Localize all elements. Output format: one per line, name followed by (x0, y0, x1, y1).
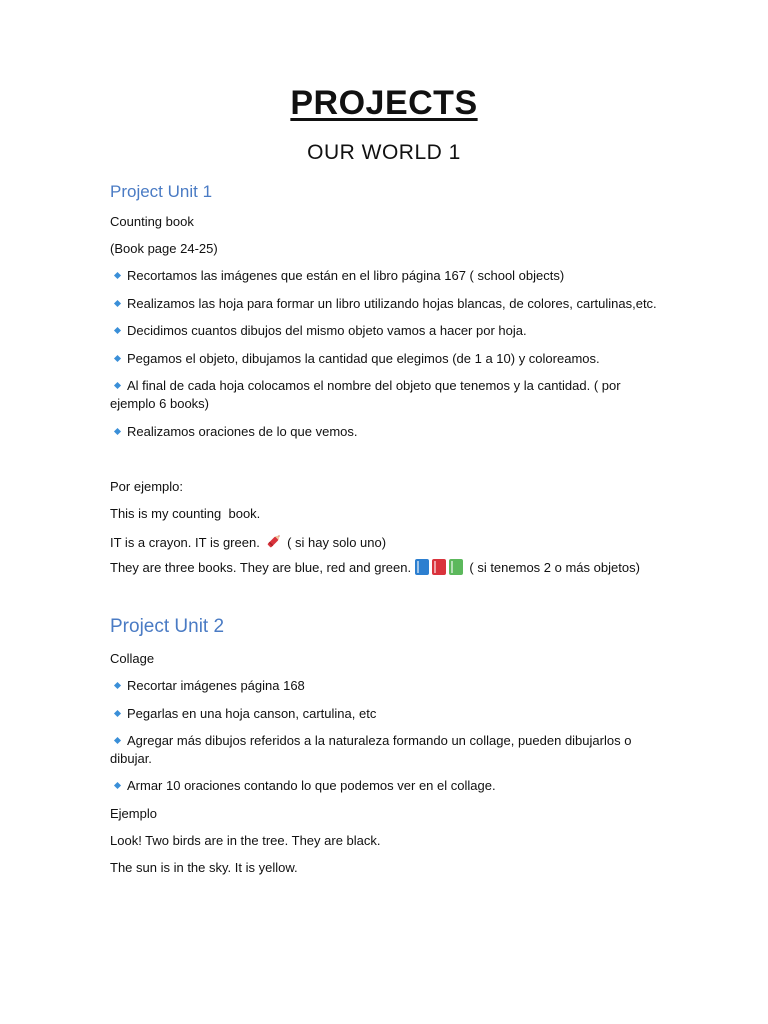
example-sentence: The sun is in the sky. It is yellow. (110, 860, 298, 875)
list-item-text: Recortar imágenes página 168 (127, 678, 305, 693)
list-item-text: Realizamos oraciones de lo que vemos. (127, 424, 358, 439)
green-book-icon (449, 559, 463, 575)
small-blue-diamond-icon (114, 710, 121, 717)
unit2-heading: Project Unit 2 (110, 616, 225, 637)
example-sentence (110, 559, 640, 577)
list-item (110, 423, 670, 441)
small-blue-diamond-icon (114, 382, 121, 389)
list-item-text: Agregar más dibujos referidos a la naturaleza formando un collage, pueden dibujarlos o dibujar. (110, 733, 632, 766)
unit1-project-name: Counting book (110, 214, 194, 229)
list-item (110, 777, 670, 795)
small-blue-diamond-icon (114, 782, 121, 789)
example-sentence: Look! Two birds are in the tree. They are black. (110, 833, 381, 848)
page-title: PROJECTS (290, 84, 478, 122)
list-item-text: Al final de cada hoja colocamos el nombre del objeto que tenemos y la cantidad. ( por ejemplo 6 books) (110, 378, 621, 411)
example-sentence-text: They are three books. They are blue, red and green. (110, 560, 412, 575)
example-note: ( si hay solo uno) (287, 535, 387, 550)
example-sentence (110, 532, 386, 555)
list-item (110, 732, 640, 768)
list-item-text: Pegarlas en una hoja canson, cartulina, etc (127, 706, 377, 721)
unit1-heading: Project Unit 1 (110, 182, 213, 201)
list-item-text: Recortamos las imágenes que están en el libro página 167 ( school objects) (127, 268, 565, 283)
small-blue-diamond-icon (114, 327, 121, 334)
list-item (110, 295, 670, 313)
small-blue-diamond-icon (114, 300, 121, 307)
unit1-book-page: (Book page 24-25) (110, 241, 218, 256)
list-item-text: Decidimos cuantos dibujos del mismo objeto vamos a hacer por hoja. (127, 323, 527, 338)
example-sentence-text: IT is a crayon. IT is green. (110, 535, 260, 550)
crayon-icon (265, 532, 283, 555)
list-item (110, 705, 670, 723)
small-blue-diamond-icon (114, 737, 121, 744)
small-blue-diamond-icon (114, 355, 121, 362)
blue-book-icon (415, 559, 429, 575)
list-item (110, 377, 630, 413)
list-item-text: Armar 10 oraciones contando lo que podemos ver en el collage. (127, 778, 496, 793)
red-book-icon (432, 559, 446, 575)
list-item (110, 267, 670, 285)
example-note: ( si tenemos 2 o más objetos) (469, 560, 640, 575)
page-subtitle: OUR WORLD 1 (307, 141, 461, 164)
example-sentence: This is my counting book. (110, 506, 261, 521)
list-item-text: Pegamos el objeto, dibujamos la cantidad que elegimos (de 1 a 10) y coloreamos. (127, 351, 600, 366)
list-item (110, 350, 670, 368)
small-blue-diamond-icon (114, 682, 121, 689)
example-label: Ejemplo (110, 806, 157, 821)
small-blue-diamond-icon (114, 272, 121, 279)
list-item (110, 677, 670, 695)
unit2-project-name: Collage (110, 651, 155, 666)
example-intro: Por ejemplo: (110, 479, 183, 494)
list-item (110, 322, 670, 340)
small-blue-diamond-icon (114, 428, 121, 435)
list-item-text: Realizamos las hoja para formar un libro utilizando hojas blancas, de colores, cartulinas,etc. (127, 296, 657, 311)
